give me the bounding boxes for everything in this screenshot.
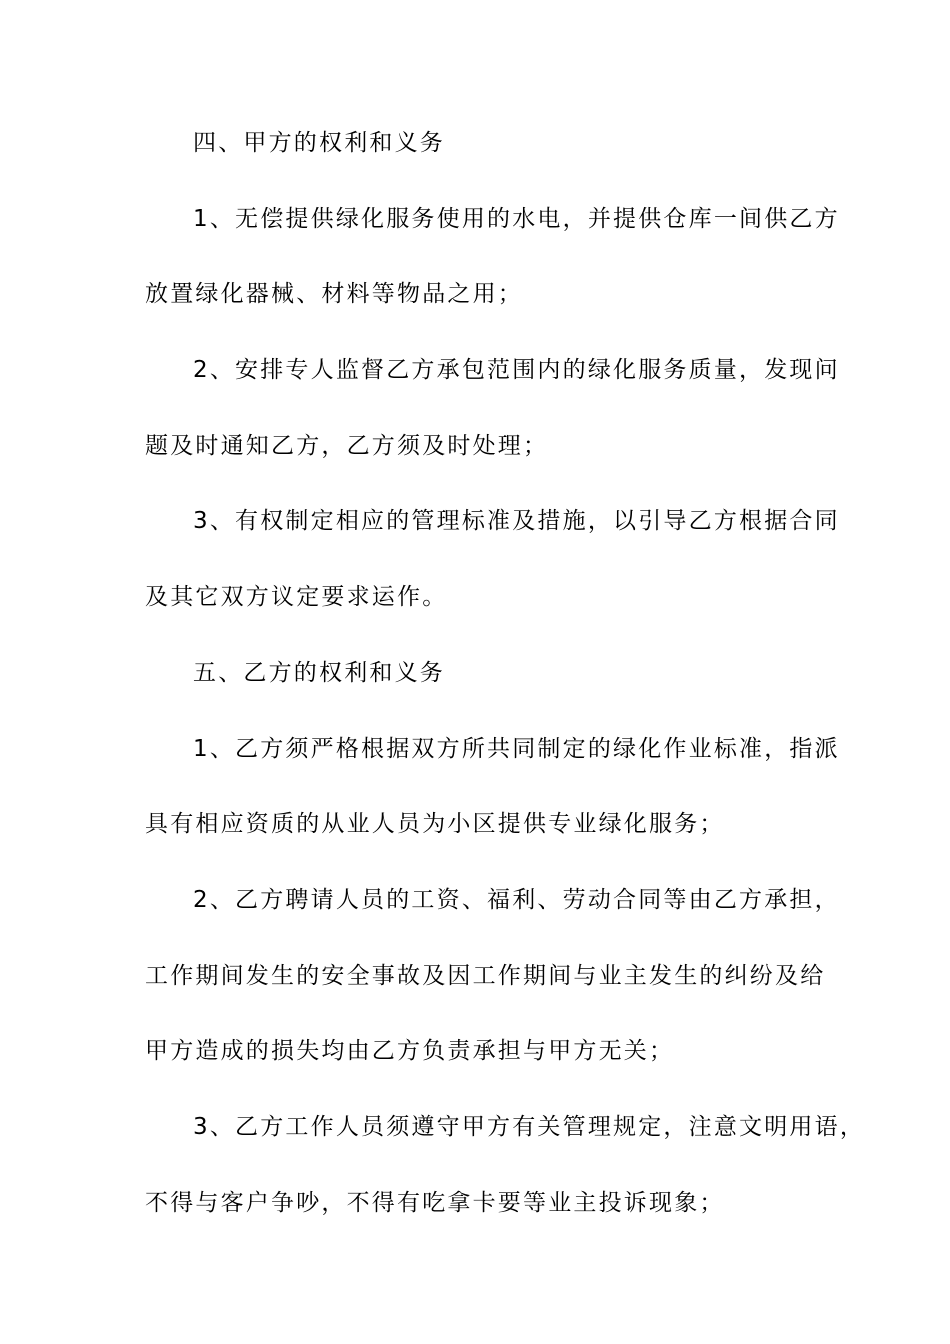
- paragraph-line: 具有相应资质的从业人员为小区提供专业绿化服务；: [145, 811, 725, 838]
- paragraph-line: 放置绿化器械、材料等物品之用；: [145, 281, 523, 308]
- paragraph-line: 工作期间发生的安全事故及因工作期间与业主发生的纠纷及给: [145, 962, 826, 989]
- paragraph-line: 3、有权制定相应的管理标准及措施，以引导乙方根据合同: [193, 508, 840, 535]
- paragraph-line: 1、无偿提供绿化服务使用的水电，并提供仓库一间供乙方: [193, 205, 840, 232]
- paragraph-line: 及其它双方议定要求运作。: [145, 584, 448, 611]
- section-heading-party-a: 四、甲方的权利和义务: [193, 130, 445, 156]
- section-heading-party-b: 五、乙方的权利和义务: [193, 659, 445, 686]
- paragraph-line: 甲方造成的损失均由乙方负责承担与甲方无关；: [145, 1038, 675, 1065]
- paragraph-line: 题及时通知乙方，乙方须及时处理；: [145, 432, 549, 459]
- paragraph-line: 2、安排专人监督乙方承包范围内的绿化服务质量，发现问: [193, 357, 840, 384]
- document-body: [145, 125, 866, 1260]
- paragraph-line: 1、乙方须严格根据双方所共同制定的绿化作业标准，指派: [193, 735, 840, 762]
- paragraph-line: 不得与客户争吵，不得有吃拿卡要等业主投诉现象；: [145, 1189, 725, 1216]
- paragraph-line: 2、乙方聘请人员的工资、福利、劳动合同等由乙方承担，: [193, 886, 840, 913]
- paragraph-line: 3、乙方工作人员须遵守甲方有关管理规定，注意文明用语，: [193, 1113, 866, 1140]
